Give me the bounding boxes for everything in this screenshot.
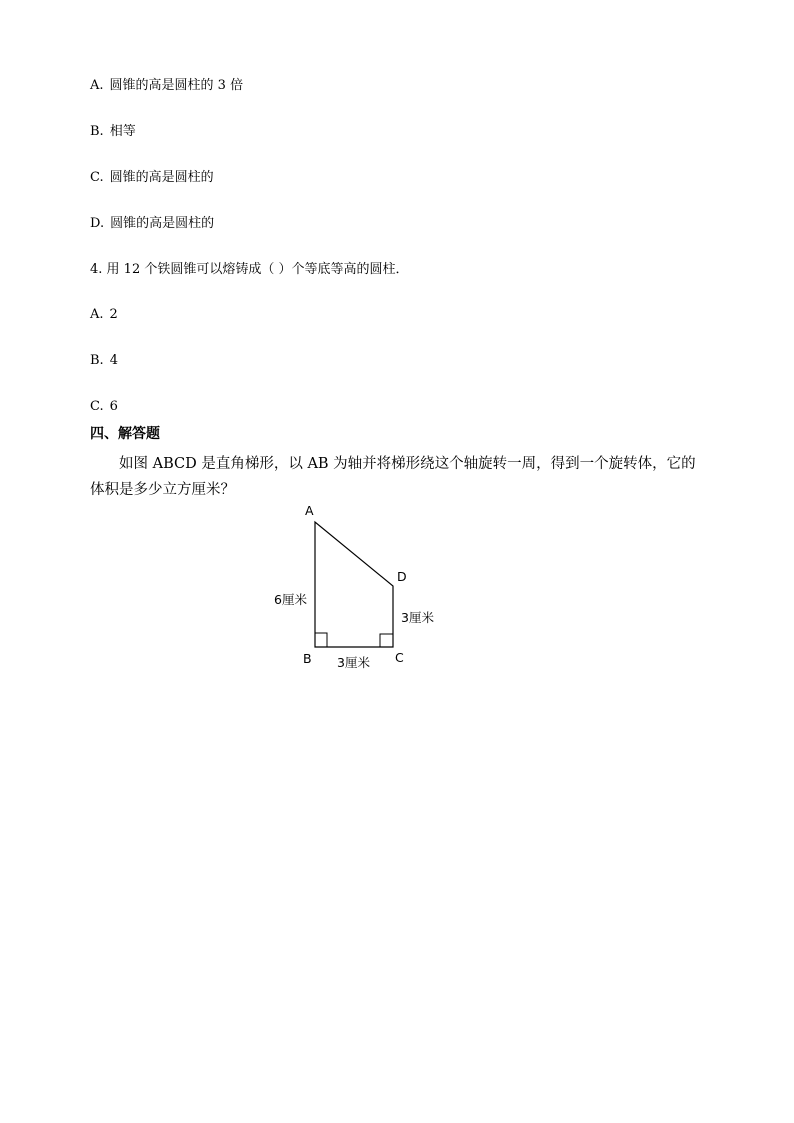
option-4c [90,398,118,416]
option-label: B. [90,353,104,368]
vertex-c-label: C [395,650,404,665]
option-label: B. [90,124,104,139]
vertex-d-label: D [397,569,407,584]
option-3c [90,169,214,187]
option-3b [90,123,136,141]
vertex-b-label: B [303,651,312,666]
option-4a [90,306,118,324]
option-text: 6 [109,399,118,414]
option-text: 4 [109,353,118,368]
option-3d [90,215,214,233]
side-bc-length: 3厘米 [337,655,370,670]
vertex-a-label: A [305,503,314,518]
right-angle-mark-b [315,633,327,647]
option-text: 圆锥的高是圆柱的 [109,170,214,185]
question-4 [90,261,408,279]
option-text: 圆锥的高是圆柱的 [110,216,215,231]
option-label: C. [90,170,104,185]
option-label: C. [90,399,104,414]
problem-text: 如图 ABCD 是直角梯形，以 AB 为轴并将梯形绕这个轴旋转一周，得到一个旋转体，它的体积是多少立方厘米？ [90,456,696,498]
option-label: A. [90,78,104,93]
trapezoid-diagram [260,500,460,680]
right-angle-mark-c [380,634,393,647]
trapezoid-figure [260,500,460,680]
option-3a [90,77,243,95]
question-4-text: 4. 用 12 个铁圆锥可以熔铸成（ ）个等底等高的圆柱． [90,262,409,277]
option-label: D. [90,216,105,231]
trapezoid-outline [315,522,393,647]
option-label: A. [90,307,104,322]
option-text: 相等 [109,124,136,139]
section-heading: 四、解答题 [90,426,160,442]
option-text: 圆锥的高是圆柱的 3 倍 [109,78,244,93]
option-4b [90,352,118,370]
side-ab-length: 6厘米 [274,592,307,607]
option-text: 2 [109,307,118,322]
side-cd-length: 3厘米 [401,610,434,625]
